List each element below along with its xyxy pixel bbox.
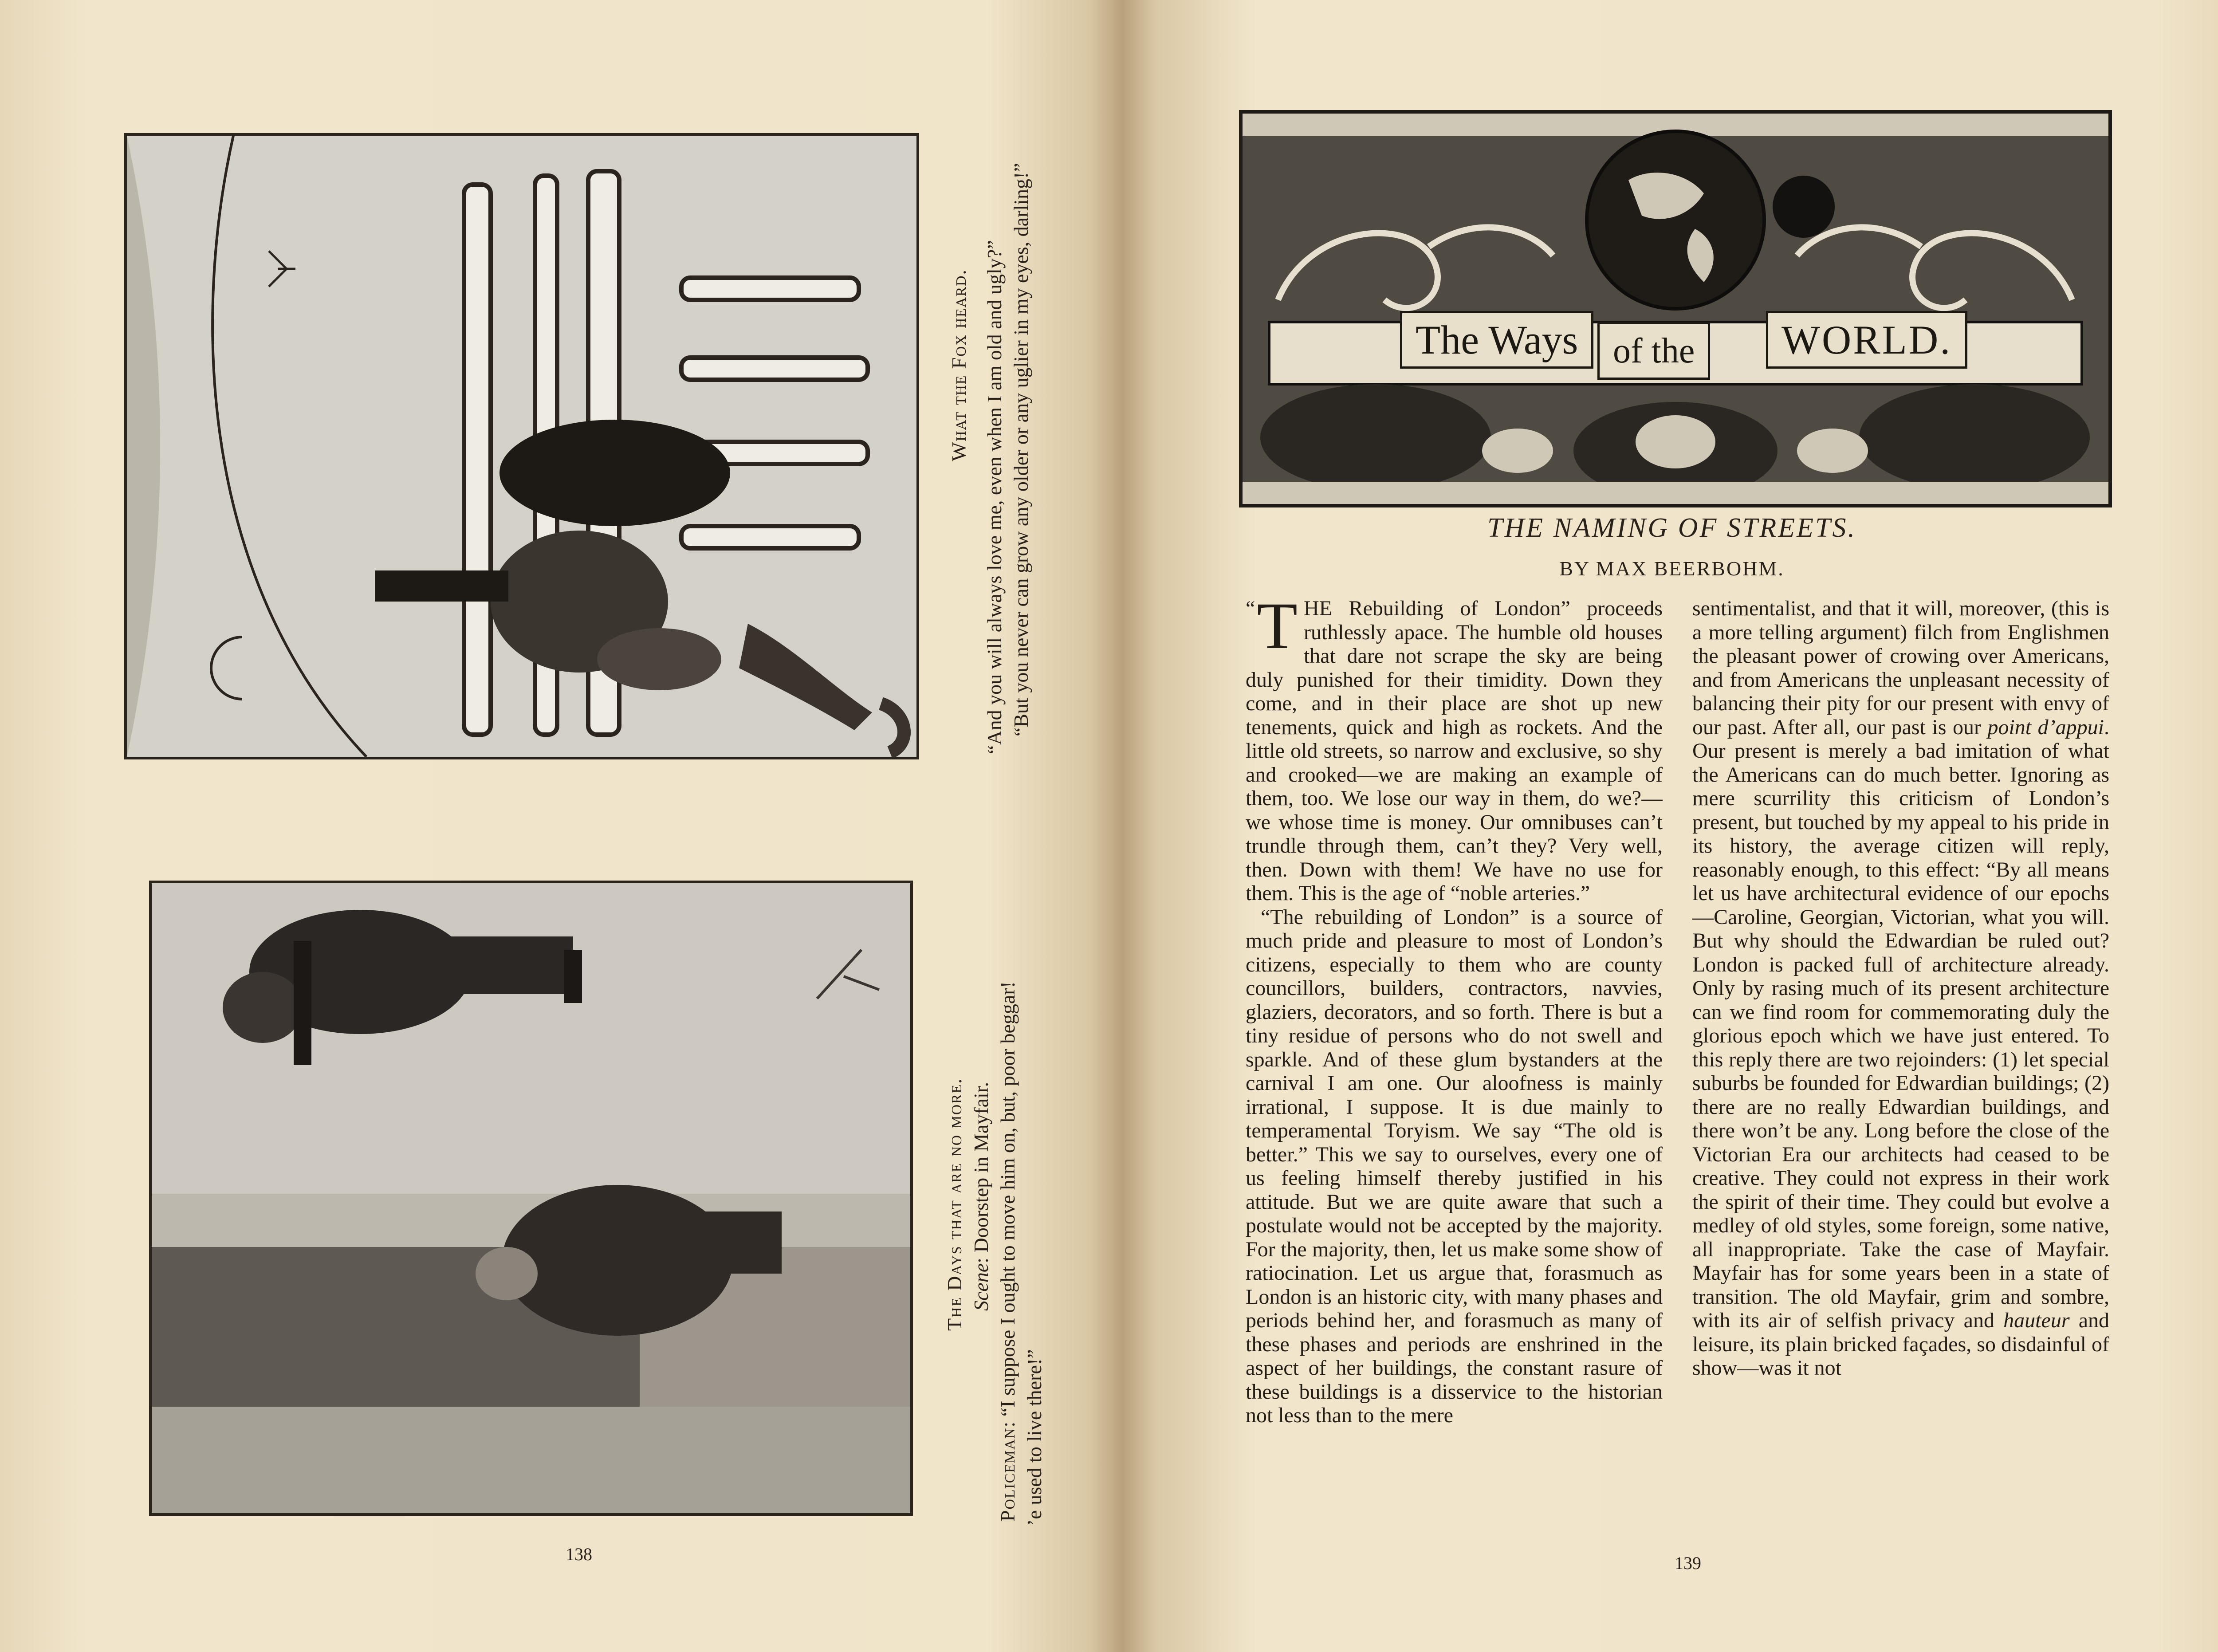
article-title: THE NAMING OF STREETS. bbox=[1487, 513, 1856, 543]
fox-caption-text-1: “And you will always love me, even when I am old and ugly?” bbox=[983, 240, 1006, 754]
policeman-caption-scene bbox=[967, 1082, 995, 1311]
policeman-line-2: ’e used to live there!” bbox=[1023, 1349, 1046, 1526]
banner-word-ways: The Ways bbox=[1400, 311, 1593, 369]
fox-caption-title: What the Fox heard. bbox=[948, 269, 970, 461]
column-2 bbox=[1692, 597, 2109, 1380]
dropcap: T bbox=[1257, 589, 1298, 663]
dropcap-quote: “ bbox=[1246, 597, 1255, 620]
column-1 bbox=[1246, 589, 1663, 1428]
policeman-caption-line-1-wrap bbox=[994, 981, 1022, 1522]
fox-caption bbox=[945, 269, 973, 559]
policeman-caption-title-wrap bbox=[940, 1078, 969, 1331]
paragraph-3-text-a: sentimentalist, and that it will, moreover, (this is a more telling argument) filch from Englishmen the pleasant power of crowing over Americans, and from Americans the unpleasant necessity of balancing their pity for our present with envy of our past. After all, our past is our bbox=[1692, 597, 2109, 739]
banner-word-world: WORLD. bbox=[1766, 311, 1967, 369]
policeman-beggar-illustration bbox=[149, 881, 913, 1516]
fox-caption-text-2: “But you never can grow any older or any uglier in my eyes, darling!” bbox=[1010, 163, 1032, 736]
left-folio: 138 bbox=[566, 1544, 592, 1564]
speaker-label: Policeman bbox=[996, 1427, 1019, 1522]
scene-text: : Doorstep in Mayfair. bbox=[970, 1082, 992, 1263]
paragraph-3-text-c: and leisure, its plain bricked façades, so disdainful of show—was it not bbox=[1692, 1309, 2109, 1380]
paragraph-3-italic: point d’appui bbox=[1987, 715, 2104, 739]
paragraph-2: “The rebuilding of London” is a source of much pride and pleasure to most of London’s citizens, especially to them who are county councillors, builders, contractors, navvies, glaziers, decorators, and so forth. There is but a tiny residue of persons who do not swell and sparkle. And of these glum bystanders at the carnival I am one. Our aloofness is mainly irrational, I suppose. It is due mainly to temperamental Toryism. We say “The old is better.” This we say to ourselves, every one of us feeling himself thereby justified in his attitude. But we are quite aware that such a postulate would not be accepted by the majority. For the majority, then, let us make some show of ratiocination. Let us argue that, forasmuch as London is an historic city, with many phases and periods behind her, and forasmuch as many of these phases and periods are enshrined in the aspect of her buildings, the constant rasure of these buildings is a disservice to the historian not less than to the mere bbox=[1246, 905, 1663, 1427]
paragraph-3 bbox=[1692, 597, 2109, 1380]
policeman-caption-scene-wrap bbox=[967, 1082, 995, 1311]
policeman-caption-line-1 bbox=[994, 981, 1022, 1522]
right-folio: 139 bbox=[1675, 1553, 1701, 1573]
fox-caption-line-1 bbox=[980, 240, 1009, 754]
policeman-line-1: : “I suppose I ought to move him on, but, poor beggar! bbox=[996, 981, 1019, 1428]
fox-caption-line-2 bbox=[1007, 163, 1035, 736]
globe-dragons-ornament bbox=[1239, 110, 2112, 507]
paragraph-3-text-b: . Our present is merely a bad imitation of what the Americans can do much better. Ignoring as mere scurrility this criticism of London’s present, but touched by my appeal to his pride in its history, the average citizen will reply, reasonably enough, to this effect: “By all means let us have architectural evidence of our epochs —Caroline, Georgian, Victorian, what you will. But why should the Edwardian be ruled out? London is packed full of architecture already. Only by rasing much of its present architecture can we find room for commemorating duly the glorious epoch which we have just entered. To this reply there are two rejoinders: (1) let special suburbs be founded for Edwardian buildings; (2) there are no really Edwardian buildings, and there won’t be any. Long before the close of the Victorian Era our architects had ceased to be creative. They could not express in their work the spirit of their time. They could but evolve a medley of old styles, some foreign, some native, all inappropriate. Take the case of Mayfair. Mayfair has for some years been in a state of transition. The old Mayfair, grim and sombre, with its air of selfish privacy and bbox=[1692, 715, 2109, 1332]
scene-label: Scene bbox=[970, 1263, 992, 1311]
policeman-caption-title: The Days that are no more. bbox=[943, 1078, 966, 1331]
paragraph-1-text: HE Rebuilding of London” proceeds ruthlessly apace. The humble old houses that dare not scrape the sky are being duly punished for their timidity. Down they come, and in their place are shot up new tenements, quick and high as rockets. And the little old streets, so narrow and exclusive, so shy and crooked—we are making an example of them, too. We lose our way in them, do we?—we whose time is money. Our omnibuses can’t trundle through them, can’t they? Very well, then. Down with them! We have no use for them. This is the age of “noble arteries.” bbox=[1246, 597, 1663, 905]
paragraph-1 bbox=[1246, 589, 1663, 905]
policeman-caption-line-2-wrap bbox=[1020, 1349, 1049, 1526]
fox-hunt-illustration bbox=[124, 133, 919, 759]
banner-word-of-the: of the bbox=[1597, 322, 1710, 380]
byline: BY MAX BEERBOHM. bbox=[1559, 557, 1785, 580]
paragraph-3-italic-2: hauteur bbox=[2003, 1309, 2070, 1332]
